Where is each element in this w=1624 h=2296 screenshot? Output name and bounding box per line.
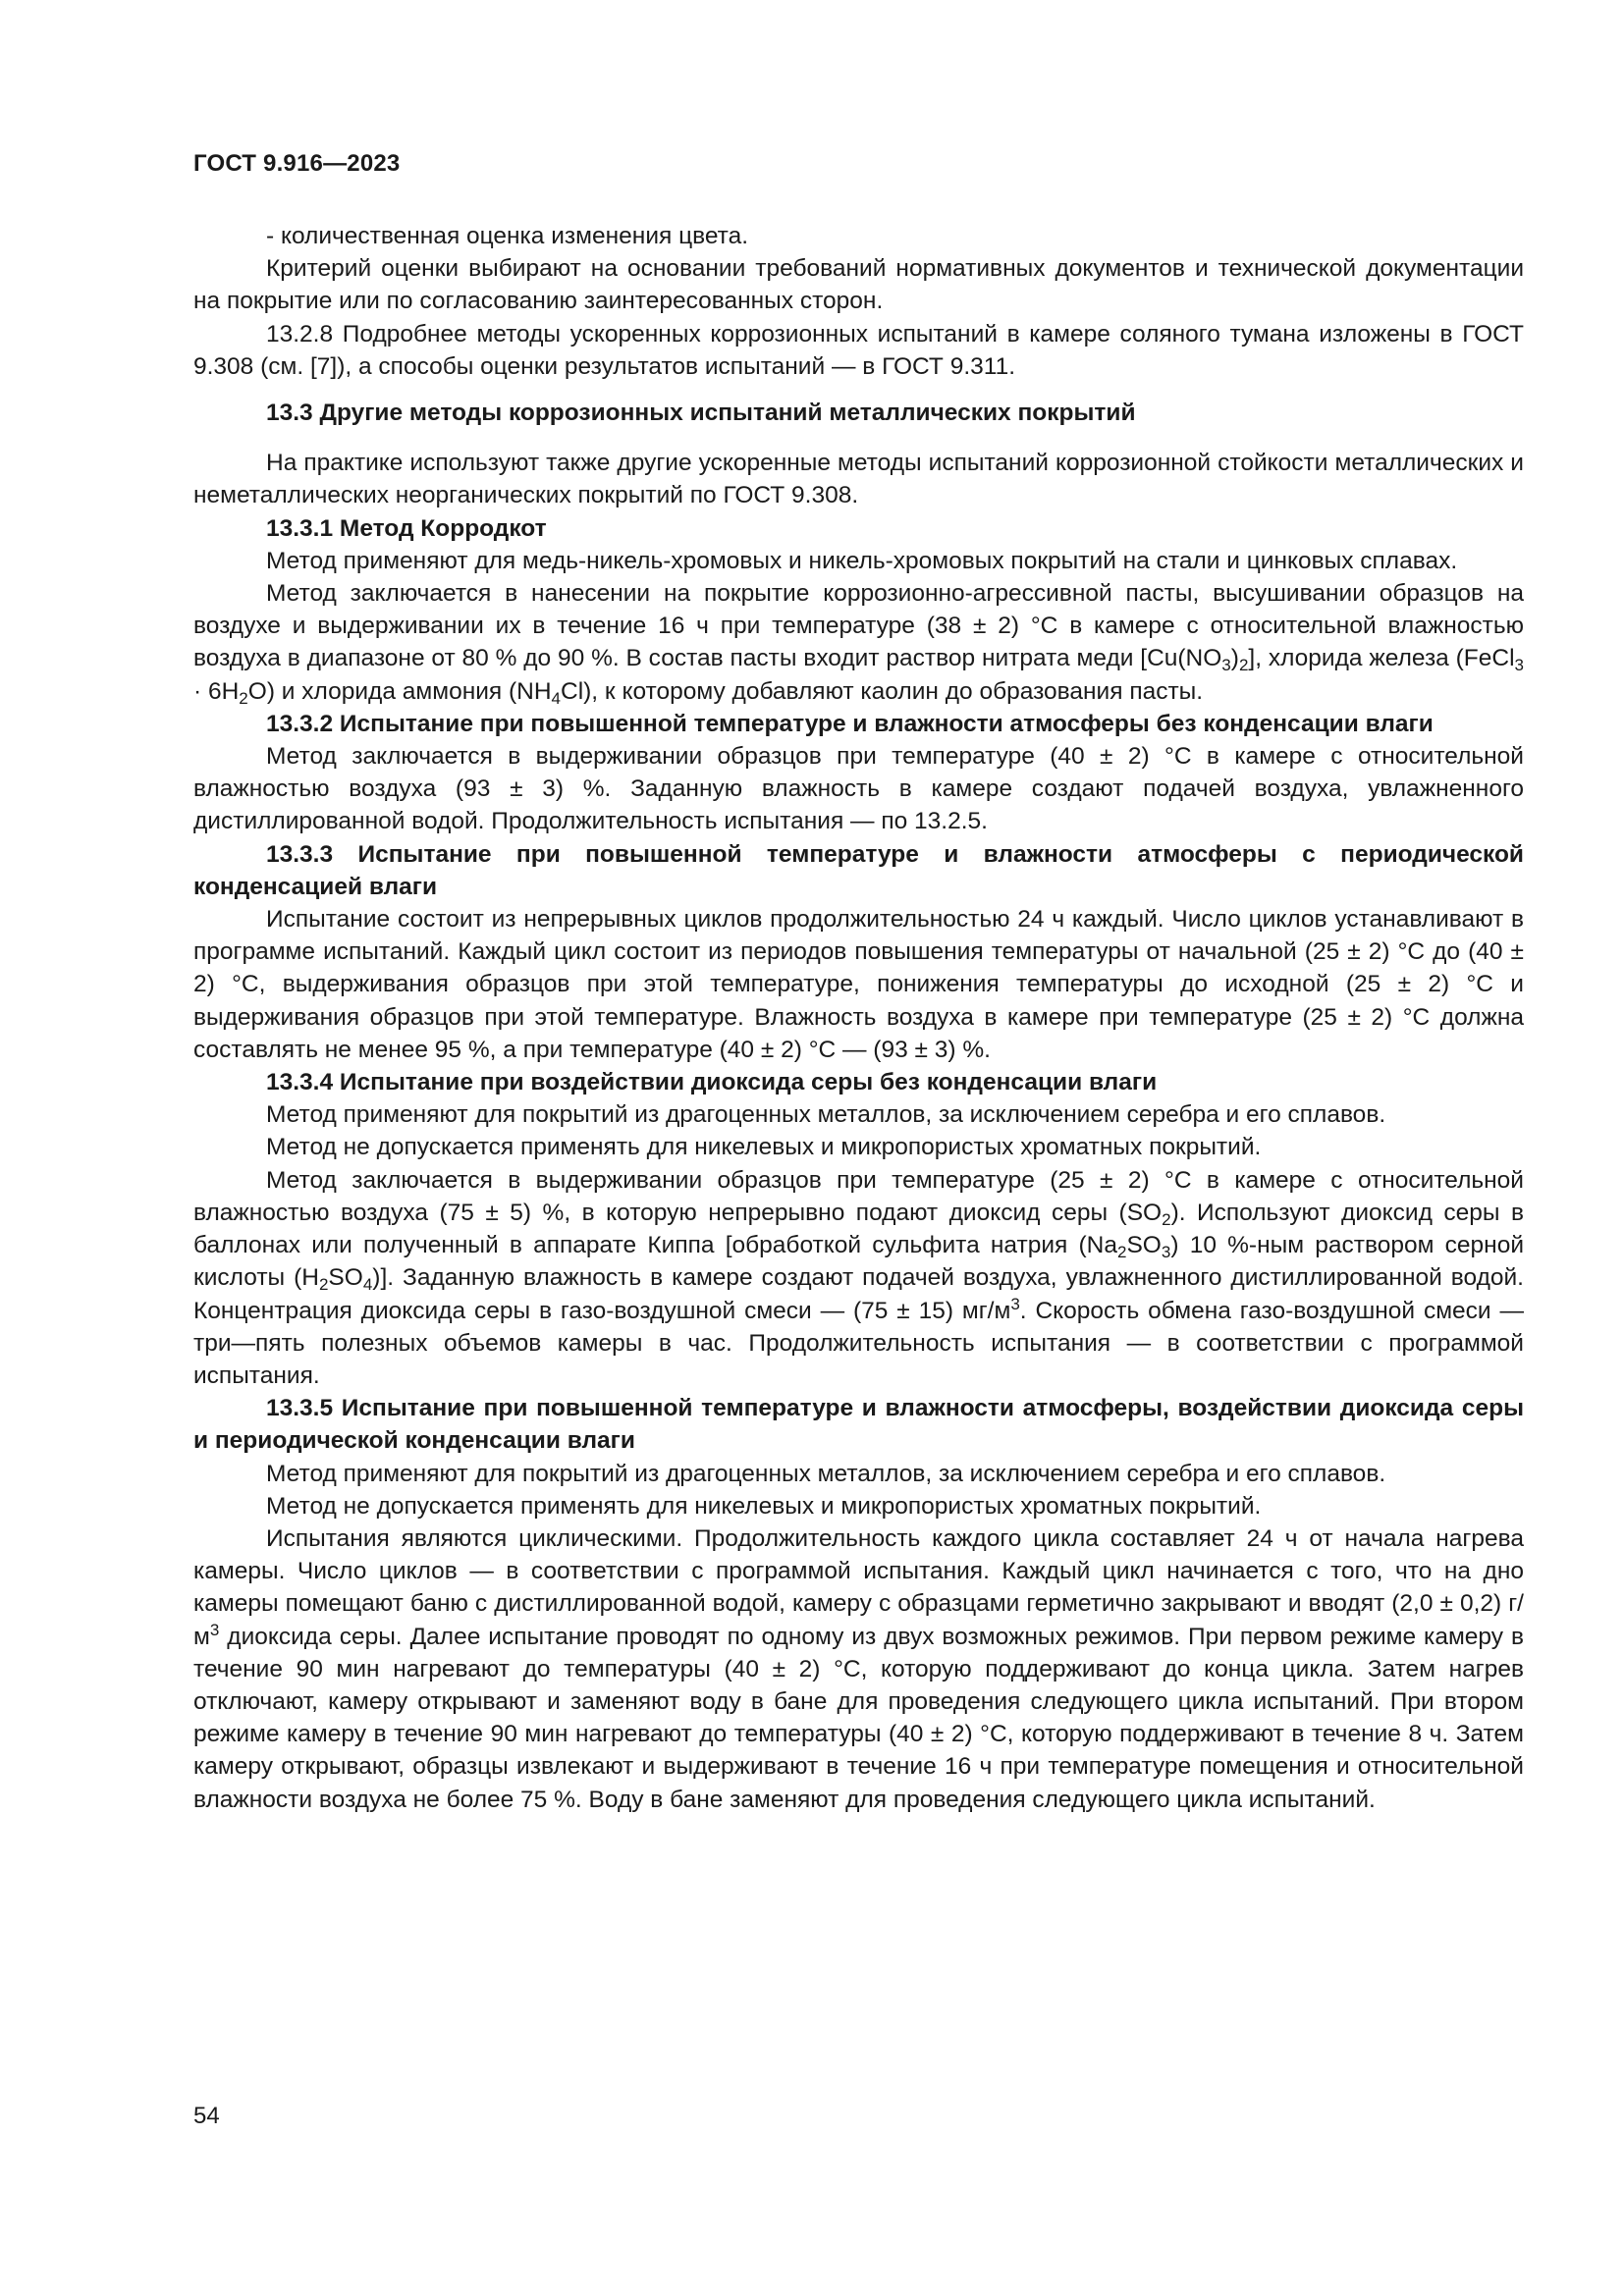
- section-heading-13-3-1: 13.3.1 Метод Корродкот: [266, 514, 547, 542]
- paragraph-13-2-8: 13.2.8 Подробнее методы ускоренных коррозионных испытаний в камере соляного тумана изложены в ГОСТ 9.308 (см. [7]), а способы оценки результатов испытаний — в ГОСТ 9.311.: [193, 320, 1524, 380]
- paragraph-13-3-5-restriction: Метод не допускается применять для никелевых и микропористых хроматных покрытий.: [266, 1492, 1262, 1520]
- section-heading-13-3-3: 13.3.3 Испытание при повышенной температуре и влажности атмосферы с периодической конденсацией влаги: [193, 840, 1524, 900]
- paragraph-13-3-5-scope: Метод применяют для покрытий из драгоценных металлов, за исключением серебра и его сплавов.: [266, 1460, 1386, 1487]
- section-heading-13-3-4: 13.3.4 Испытание при воздействии диоксида серы без конденсации влаги: [266, 1069, 1158, 1096]
- page-number: 54: [193, 2103, 220, 2129]
- paragraph-other-methods: На практике используют также другие ускоренные методы испытаний коррозионной стойкости металлических и неметаллических неорганических покрытий по ГОСТ 9.308.: [193, 450, 1524, 509]
- paragraph-13-3-4-scope: Метод применяют для покрытий из драгоценных металлов, за исключением серебра и его сплавов.: [266, 1101, 1386, 1129]
- paragraph-13-3-4-restriction: Метод не допускается применять для никелевых и микропористых хроматных покрытий.: [266, 1134, 1262, 1161]
- paragraph-13-3-2-method: Метод заключается в выдерживании образцов при температуре (40 ± 2) °С в камере с относительной влажностью воздуха (93 ± 3) %. Заданную влажность в камере создают подачей воздуха, увлажненного дистиллированной водой. Продолжительность испытания — по 13.2.5.: [193, 743, 1524, 835]
- section-heading-13-3: 13.3 Другие методы коррозионных испытаний металлических покрытий: [266, 400, 1136, 427]
- paragraph-corrodkote-method: Метод заключается в нанесении на покрытие коррозионно-агрессивной пасты, высушивании образцов на воздухе и выдерживании их в течение 16 ч при температуре (38 ± 2) °С в камере с относительной влажностью воздуха в диапазоне от 80 % до 90 %. В состав пасты входит раствор нитрата меди $[Cu(NO_3)_2]$, хлорида железа (FeCl$_3$ · $6H_2O$) и хлорида аммония $(NH_4Cl)$, к которому добавляют каолин до образования пасты.: [193, 580, 1524, 708]
- paragraph-color-change: - количественная оценка изменения цвета.: [266, 223, 749, 249]
- paragraph-criterion: Критерий оценки выбирают на основании требований нормативных документов и технической документации на покрытие или по согласованию заинтересованных сторон.: [193, 255, 1524, 315]
- paragraph-corrodkote-scope: Метод применяют для медь-никель-хромовых и никель-хромовых покрытий на стали и цинковых сплавах.: [266, 547, 1458, 574]
- section-heading-13-3-5: 13.3.5 Испытание при повышенной температуре и влажности атмосферы, воздействии диоксида серы и периодической конденсации влаги: [193, 1395, 1524, 1455]
- document-body: [193, 220, 1524, 1816]
- paragraph-13-3-3-method: Испытание состоит из непрерывных циклов продолжительностью 24 ч каждый. Число циклов устанавливают в программе испытаний. Каждый цикл состоит из периодов повышения температуры от начальной (25 ± 2) °С до (40 ± 2) °С, выдерживания образцов при этой температуре, понижения температуры до исходной (25 ± 2) °С и выдерживания образцов при этой температуре. Влажность воздуха в камере при температуре (25 ± 2) °С должна составлять не менее 95 %, а при температуре (40 ± 2) °С — (93 ± 3) %.: [193, 906, 1524, 1063]
- paragraph-13-3-5-method: Испытания являются циклическими. Продолжительность каждого цикла составляет 24 ч от начала нагрева камеры. Число циклов — в соответствии с программой испытания. Каждый цикл начинается с того, что на дно камеры помещают баню с дистиллированной водой, камеру с образцами герметично закрывают и вводят (2,0 ± 0,2) $г/м^3$ диоксида серы. Далее испытание проводят по одному из двух возможных режимов. При первом режиме камеру в течение 90 мин нагревают до температуры (40 ± 2) °С, которую поддерживают до конца цикла. Затем нагрев отключают, камеру открывают и заменяют воду в бане для проведения следующего цикла испытаний. При втором режиме камеру в течение 90 мин нагревают до температуры (40 ± 2) °С, которую поддерживают в течение 8 ч. Затем камеру открывают, образцы извлекают и выдерживают в течение 16 ч при температуре помещения и относительной влажности воздуха не более 75 %. Воду в бане заменяют для проведения следующего цикла испытаний.: [193, 1524, 1524, 1813]
- paragraph-13-3-4-method: Метод заключается в выдерживании образцов при температуре (25 ± 2) °С в камере с относительной влажностью воздуха (75 ± 5) %, в которую непрерывно подают диоксид серы $(SO_2)$. Используют диоксид серы в баллонах или полученный в аппарате Киппа [обработкой сульфита натрия $(Na_2SO_3)$ 10 %-ным раствором серной кислоты $(H_2SO_4)$]. Заданную влажность в камере создают подачей воздуха, увлажненного дистиллированной водой. Концентрация диоксида серы в газо-воздушной смеси — (75 ± 15) $мг/м^3$. Скорость обмена газо-воздушной смеси — три—пять полезных объемов камеры в час. Продолжительность испытания — в соответствии с программой испытания.: [193, 1166, 1525, 1389]
- document-header: ГОСТ 9.916—2023: [193, 150, 401, 177]
- section-heading-13-3-2: 13.3.2 Испытание при повышенной температуре и влажности атмосферы без конденсации влаги: [266, 710, 1434, 737]
